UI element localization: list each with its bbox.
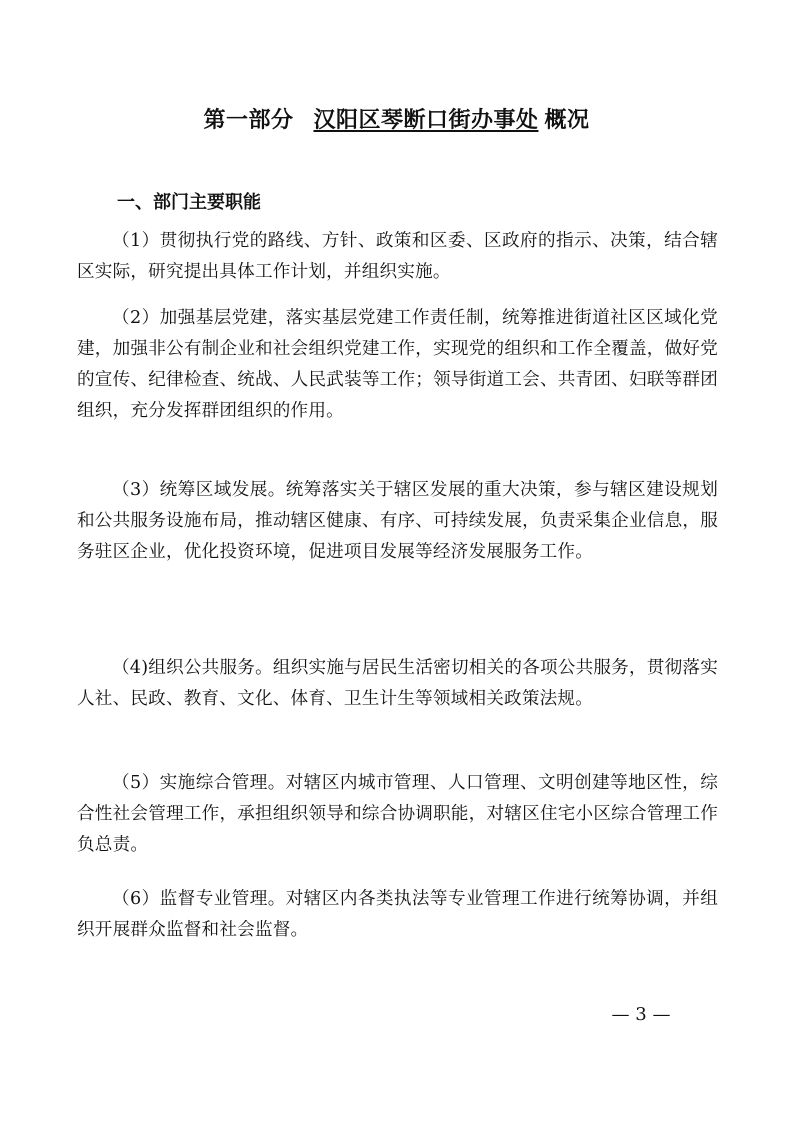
page-title <box>0 106 793 136</box>
paragraph-duty-6: （6）监督专业管理。对辖区内各类执法等专业管理工作进行统筹协调，并组织开展群众监督和社会监督。 <box>77 889 718 940</box>
paragraph-duty-2: （2）加强基层党建，落实基层党建工作责任制，统筹推进街道社区区域化党建，加强非公有制企业和社会组织党建工作，实现党的组织和工作全覆盖，做好党的宣传、纪律检查、统战、人民武装等工作；领导街道工会、共青团、妇联等群团组织，充分发挥群团组织的作用。 <box>77 308 718 421</box>
page-number: — 3 — <box>611 1004 671 1025</box>
paragraph-duty-4: （4)组织公共服务。组织实施与居民生活密切相关的各项公共服务，贯彻落实人社、民政、教育、文化、体育、卫生计生等领域相关政策法规。 <box>77 658 718 709</box>
section-heading: 一、部门主要职能 <box>117 192 261 213</box>
paragraph-duty-1: （1）贯彻执行党的路线、方针、政策和区委、区政府的指示、决策，结合辖区实际，研究提出具体工作计划，并组织实施。 <box>77 231 718 282</box>
title-suffix: 概况 <box>544 108 590 133</box>
paragraph-duty-5: （5）实施综合管理。对辖区内城市管理、人口管理、文明创建等地区性，综合性社会管理工作，承担组织领导和综合协调职能，对辖区住宅小区综合管理工作负总责。 <box>77 773 718 855</box>
title-prefix: 第一部分 <box>203 108 294 133</box>
title-organization-name: 汉阳区琴断口街办事处 <box>313 108 539 133</box>
paragraph-duty-3: （3）统筹区域发展。统筹落实关于辖区发展的重大决策，参与辖区建设规划和公共服务设施布局，推动辖区健康、有序、可持续发展，负责采集企业信息，服务驻区企业，优化投资环境，促进项目发展等经济发展服务工作。 <box>77 480 718 562</box>
